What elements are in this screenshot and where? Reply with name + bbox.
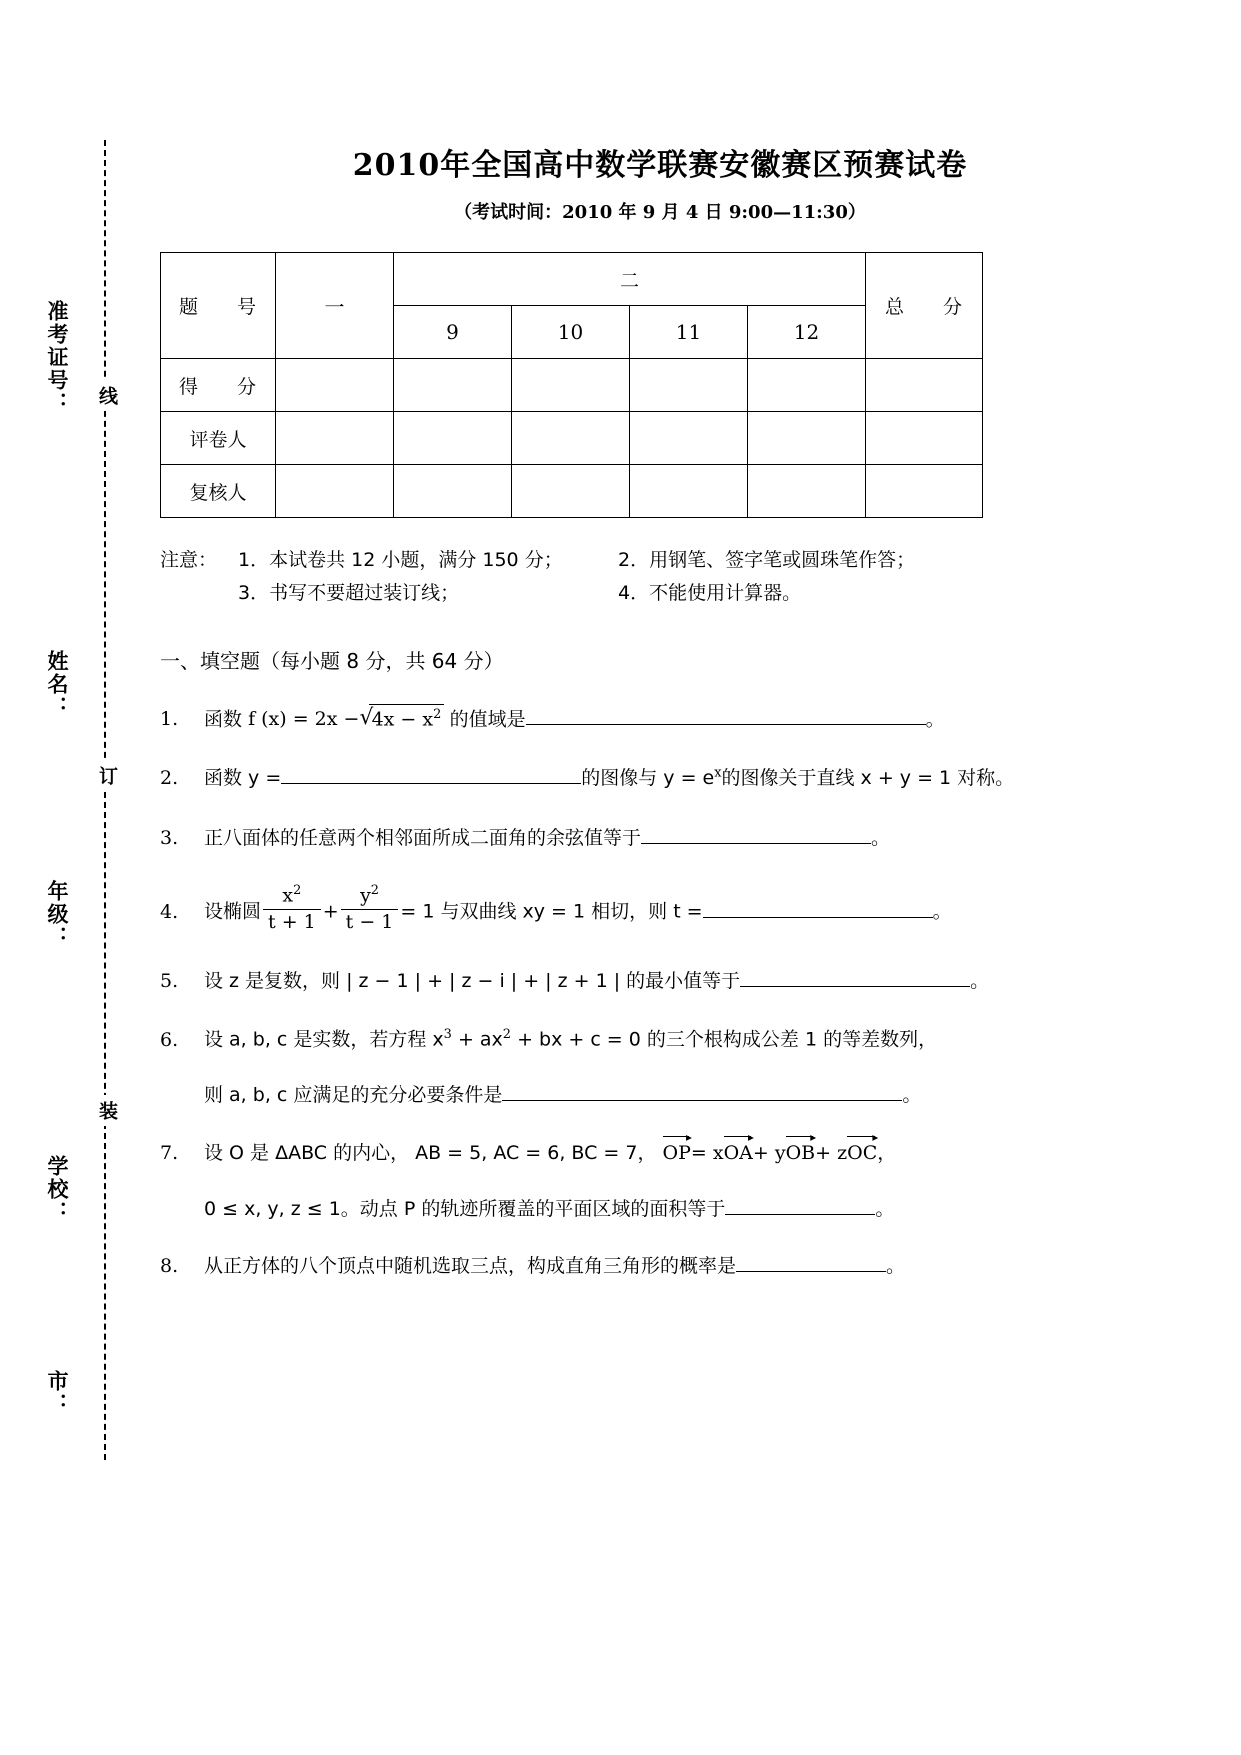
question-8-number: 8.: [160, 1254, 179, 1277]
seal-word-pack: 装: [94, 1095, 121, 1126]
exam-time-subtitle: （考试时间：2010 年 9 月 4 日 9:00—11:30）: [454, 202, 866, 223]
question-5-period: 。: [970, 969, 990, 992]
question-8-answer-blank[interactable]: [736, 1251, 886, 1272]
question-7-line2: 0 ≤ x, y, z ≤ 1。动点 P 的轨迹所覆盖的平面区域的面积等于: [204, 1197, 726, 1220]
notice-item-2: 2．用钢笔、签字笔或圆珠笔作答；: [618, 549, 916, 571]
question-7-number: 7.: [160, 1142, 179, 1165]
margin-label-grade: 年级：: [45, 880, 69, 949]
question-4-fraction-1: $\frac{x^2}{t + 1}$: [263, 882, 321, 936]
cell-row-label-reviewer: 复核人: [161, 465, 276, 518]
question-3-text: [204, 823, 1160, 852]
question-7-plus-1: + y: [752, 1142, 786, 1165]
notice-label-spacer: [160, 577, 238, 610]
question-7-text: [204, 1129, 1160, 1168]
paper-body: [160, 0, 1160, 1280]
question-5: [160, 966, 1160, 995]
question-3-answer-blank[interactable]: [641, 823, 871, 844]
question-3-statement: 正八面体的任意两个相邻面所成二面角的余弦值等于: [204, 826, 642, 849]
question-1-expression: f (x) = 2x − √ $4x - x^2$: [248, 708, 450, 730]
question-8: [160, 1251, 1160, 1280]
question-1-period: 。: [925, 707, 945, 730]
question-6-exp-1: 3: [443, 1027, 452, 1043]
question-4-mid: = 1 与双曲线 xy = 1 相切，则 t =: [400, 900, 703, 923]
notice-item-3: 3．书写不要超过装订线；: [238, 582, 460, 605]
notice-label: 注意：: [160, 549, 218, 571]
question-2-exponent: x: [714, 765, 722, 781]
question-6-line1-b: + ax: [457, 1028, 503, 1051]
cell-subnum-10: 10: [512, 306, 630, 359]
question-7-continuation: [160, 1194, 1160, 1221]
seal-word-bind: 订: [94, 760, 121, 791]
cell-total-label: 总 分: [866, 253, 983, 359]
question-6-line1-a: 设 a, b, c 是实数，若方程 x: [204, 1028, 444, 1051]
question-3: [160, 823, 1160, 852]
cell-subnum-11: 11: [630, 306, 748, 359]
question-6-period: 。: [902, 1084, 922, 1107]
margin-label-exam-number: 准考证号：: [45, 300, 69, 415]
question-7: [160, 1129, 1160, 1168]
margin-label-school: 学校：: [45, 1155, 69, 1224]
question-1-lead: 函数: [204, 707, 243, 730]
question-2: [160, 763, 1160, 792]
cell-group-one: 一: [276, 253, 394, 359]
margin-label-name: 姓名：: [45, 650, 69, 719]
question-2-number: 2.: [160, 767, 179, 790]
question-2-mid2: 的图像关于直线 x + y = 1 对称。: [721, 767, 1015, 790]
vector-oc: ▸ OC: [847, 1137, 877, 1168]
margin-label-city: 市：: [45, 1370, 69, 1416]
question-1: [160, 704, 1160, 734]
cell-grader-10[interactable]: [512, 412, 630, 465]
binding-margin: [0, 0, 140, 1755]
question-6-exp-2: 2: [502, 1027, 512, 1043]
cell-group-two: 二: [394, 253, 866, 306]
question-5-text: [204, 966, 1160, 995]
question-3-period: 。: [871, 826, 891, 849]
question-2-lead: 函数 y =: [204, 767, 282, 790]
notice-row-1: [160, 544, 1160, 577]
cell-row-label-question-no: 题 号: [161, 253, 276, 359]
cell-grader-11[interactable]: [630, 412, 748, 465]
cell-score-10[interactable]: [512, 359, 630, 412]
question-1-text: [204, 704, 1160, 734]
question-7-eq: = x: [690, 1142, 724, 1165]
cell-reviewer-10[interactable]: [512, 465, 630, 518]
question-8-statement: 从正方体的八个顶点中随机选取三点，构成直角三角形的概率是: [204, 1254, 737, 1277]
question-6: [160, 1025, 1160, 1054]
cell-reviewer-one[interactable]: [276, 465, 394, 518]
cell-grader-9[interactable]: [394, 412, 512, 465]
cell-score-12[interactable]: [748, 359, 866, 412]
question-4-text: [204, 882, 1160, 936]
question-1-number: 1.: [160, 707, 179, 730]
vector-oa: ▸ OA: [724, 1137, 753, 1168]
cell-score-one[interactable]: [276, 359, 394, 412]
question-6-number: 6.: [160, 1028, 179, 1051]
question-6-continuation: [160, 1080, 1160, 1107]
question-2-answer-blank[interactable]: [281, 763, 581, 784]
cell-reviewer-12[interactable]: [748, 465, 866, 518]
question-6-text: [204, 1025, 1160, 1054]
cell-score-9[interactable]: [394, 359, 512, 412]
cell-grader-one[interactable]: [276, 412, 394, 465]
cell-score-total[interactable]: [866, 359, 983, 412]
cell-grader-total[interactable]: [866, 412, 983, 465]
cell-subnum-12: 12: [748, 306, 866, 359]
question-2-mid: 的图像与 y = e: [581, 767, 715, 790]
cell-reviewer-total[interactable]: [866, 465, 983, 518]
cell-reviewer-9[interactable]: [394, 465, 512, 518]
question-5-answer-blank[interactable]: [740, 966, 970, 987]
vector-ob: ▸ OB: [786, 1137, 816, 1168]
question-5-number: 5.: [160, 969, 179, 992]
cell-row-label-score: 得 分: [161, 359, 276, 412]
question-8-text: [204, 1251, 1160, 1280]
table-row-reviewer: [161, 465, 983, 518]
cell-reviewer-11[interactable]: [630, 465, 748, 518]
question-4-fraction-2: $\frac{y^2}{t - 1}$: [341, 882, 399, 936]
score-table: [160, 252, 983, 518]
question-7-comma: ，: [877, 1142, 897, 1165]
question-4-plus: +: [322, 900, 339, 923]
question-4-number: 4.: [160, 900, 179, 923]
question-7-period: 。: [875, 1197, 895, 1220]
question-7-plus-2: + z: [815, 1142, 848, 1165]
question-4-answer-blank[interactable]: [703, 897, 933, 918]
cell-row-label-grader: 评卷人: [161, 412, 276, 465]
table-row-grader: [161, 412, 983, 465]
question-6-line2: 则 a, b, c 应满足的充分必要条件是: [204, 1084, 503, 1107]
question-7-line2-text: [204, 1194, 1160, 1221]
question-1-answer-blank[interactable]: [526, 704, 926, 725]
table-row-score: [161, 359, 983, 412]
question-2-text: [204, 763, 1160, 792]
table-row-header-top: [161, 253, 983, 306]
notice-row-2: [160, 577, 1160, 610]
question-8-period: 。: [886, 1254, 906, 1277]
binding-dashed-line: [104, 140, 106, 1460]
question-4-period: 。: [932, 900, 952, 923]
question-6-answer-blank[interactable]: [502, 1080, 902, 1101]
question-6-line2-text: [204, 1080, 1160, 1107]
cell-score-11[interactable]: [630, 359, 748, 412]
question-4: [160, 882, 1160, 936]
page-title: 2010年全国高中数学联赛安徽赛区预赛试卷: [352, 148, 968, 183]
question-5-statement: 设 z 是复数，则 | z − 1 | + | z − i | + | z + 1 | 的最小值等于: [204, 969, 741, 992]
question-6-line1-c: + bx + c = 0 的三个根构成公差 1 的等差数列，: [517, 1028, 938, 1051]
seal-word-line: 线: [94, 380, 121, 411]
notice-block: [160, 544, 1160, 611]
section-heading-fill-in-blank: 一、填空题（每小题 8 分，共 64 分）: [160, 648, 504, 673]
question-7-line1: 设 O 是 ΔABC 的内心， AB = 5, AC = 6, BC = 7，: [204, 1142, 657, 1165]
question-3-number: 3.: [160, 826, 179, 849]
question-1-tail: 的值域是: [449, 707, 526, 730]
notice-item-4: 4．不能使用计算器。: [618, 582, 802, 605]
notice-item-1: 1．本试卷共 12 小题，满分 150 分；: [238, 549, 563, 571]
question-7-answer-blank[interactable]: [725, 1194, 875, 1215]
vector-op: ▸ OP: [663, 1137, 691, 1168]
question-4-lead: 设椭圆: [204, 900, 262, 923]
cell-grader-12[interactable]: [748, 412, 866, 465]
cell-subnum-9: 9: [394, 306, 512, 359]
